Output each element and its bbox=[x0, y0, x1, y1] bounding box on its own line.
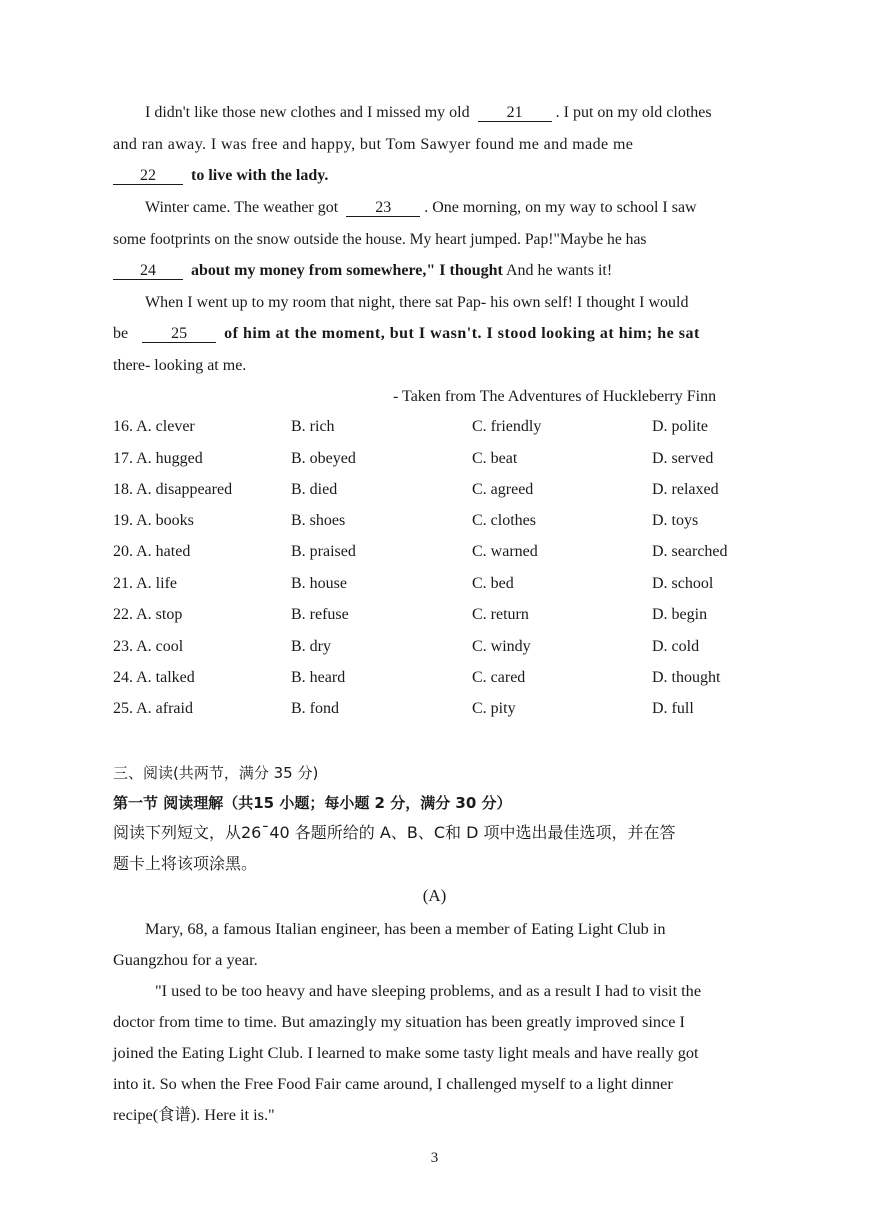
passage-line: into it. So when the Free Food Fair came around, I challenged myself to a light dinner bbox=[113, 1074, 673, 1093]
page-number: 3 bbox=[430, 1150, 439, 1166]
option-a: 16. A. clever bbox=[113, 418, 195, 435]
cloze-line-3 bbox=[113, 166, 778, 186]
passage-line: doctor from time to time. But amazingly my situation has been greatly improved since I bbox=[113, 1012, 685, 1031]
option-b: B. died bbox=[291, 481, 338, 498]
cloze-line-1 bbox=[145, 103, 810, 123]
option-a: 22. A. stop bbox=[113, 606, 183, 623]
option-row-17 bbox=[113, 450, 793, 472]
cloze-line-5: some footprints on the snow outside the house. My heart jumped. Pap!"Maybe he has bbox=[113, 231, 647, 248]
section-instruction: 题卡上将该项涂黑。 bbox=[113, 854, 258, 873]
option-c: C. clothes bbox=[472, 512, 536, 529]
cloze-text: . I put on my old clothes bbox=[555, 104, 712, 121]
cloze-text: Winter came. The weather got bbox=[145, 199, 339, 216]
option-c: C. bed bbox=[472, 575, 514, 592]
option-b: B. rich bbox=[291, 418, 335, 435]
blank-25: 25 bbox=[142, 325, 216, 343]
passage-line: Guangzhou for a year. bbox=[113, 950, 258, 969]
option-b: B. shoes bbox=[291, 512, 346, 529]
passage-line: recipe(食谱). Here it is." bbox=[113, 1105, 275, 1124]
option-c: C. cared bbox=[472, 669, 526, 686]
blank-22: 22 bbox=[113, 167, 183, 185]
option-c: C. friendly bbox=[472, 418, 542, 435]
option-d: D. begin bbox=[652, 606, 708, 623]
option-a: 19. A. books bbox=[113, 512, 194, 529]
option-b: B. heard bbox=[291, 669, 346, 686]
option-a: 18. A. disappeared bbox=[113, 481, 233, 498]
cloze-text: about my money from somewhere," I thought bbox=[191, 262, 503, 279]
option-b: B. obeyed bbox=[291, 450, 356, 467]
option-row-22 bbox=[113, 606, 793, 628]
option-d: D. polite bbox=[652, 418, 708, 435]
option-d: D. relaxed bbox=[652, 481, 719, 498]
cloze-line-8 bbox=[113, 324, 778, 344]
cloze-line-2: and ran away. I was free and happy, but Tom Sawyer found me and made me bbox=[113, 136, 634, 153]
option-c: C. beat bbox=[472, 450, 518, 467]
option-row-16 bbox=[113, 418, 793, 440]
option-d: D. cold bbox=[652, 638, 700, 655]
option-b: B. dry bbox=[291, 638, 331, 655]
cloze-text: . One morning, on my way to school I saw bbox=[424, 199, 697, 216]
cloze-text: to live with the lady. bbox=[191, 167, 329, 184]
option-c: C. warned bbox=[472, 543, 538, 560]
option-c: C. pity bbox=[472, 700, 516, 717]
option-d: D. searched bbox=[652, 543, 728, 560]
option-d: D. served bbox=[652, 450, 714, 467]
option-a: 20. A. hated bbox=[113, 543, 191, 560]
blank-24: 24 bbox=[113, 262, 183, 280]
option-c: C. windy bbox=[472, 638, 531, 655]
option-a: 17. A. hugged bbox=[113, 450, 203, 467]
option-row-19 bbox=[113, 512, 793, 534]
option-row-18 bbox=[113, 481, 793, 503]
passage-source: - Taken from The Adventures of Huckleberry Finn bbox=[393, 388, 717, 405]
cloze-text: And he wants it! bbox=[505, 262, 613, 279]
cloze-line-7: When I went up to my room that night, there sat Pap- his own self! I thought I would bbox=[145, 294, 689, 311]
passage-line: "I used to be too heavy and have sleeping problems, and as a result I had to visit the bbox=[155, 981, 702, 1000]
section-instruction: 阅读下列短文，从26¯40 各题所给的 A、B、C和 D 项中选出最佳选项，并在答 bbox=[113, 823, 676, 842]
option-row-20 bbox=[113, 543, 793, 565]
cloze-text: of him at the moment, but I wasn't. I stood looking at him; he sat bbox=[224, 325, 700, 342]
blank-21: 21 bbox=[478, 104, 552, 122]
option-a: 25. A. afraid bbox=[113, 700, 193, 717]
cloze-line-9: there- looking at me. bbox=[113, 357, 247, 374]
cloze-text: I didn't like those new clothes and I missed my old bbox=[145, 104, 470, 121]
option-a: 23. A. cool bbox=[113, 638, 184, 655]
option-b: B. house bbox=[291, 575, 347, 592]
option-d: D. toys bbox=[652, 512, 699, 529]
option-d: D. full bbox=[652, 700, 694, 717]
cloze-line-6 bbox=[113, 261, 778, 281]
blank-23: 23 bbox=[346, 199, 420, 217]
option-a: 21. A. life bbox=[113, 575, 177, 592]
option-row-23 bbox=[113, 638, 793, 660]
cloze-line-4 bbox=[145, 198, 810, 218]
passage-label: (A) bbox=[422, 886, 447, 905]
option-row-21 bbox=[113, 575, 793, 597]
section-subtitle: 第一节 阅读理解（共15 小题；每小题 2 分，满分 30 分） bbox=[113, 794, 512, 812]
option-d: D. thought bbox=[652, 669, 721, 686]
option-row-24 bbox=[113, 669, 793, 691]
option-row-25 bbox=[113, 700, 793, 722]
option-c: C. agreed bbox=[472, 481, 534, 498]
option-c: C. return bbox=[472, 606, 529, 623]
section-title: 三、阅读(共两节，满分 35 分) bbox=[113, 764, 319, 782]
option-b: B. praised bbox=[291, 543, 356, 560]
option-b: B. refuse bbox=[291, 606, 349, 623]
cloze-text: be bbox=[113, 325, 129, 342]
passage-line: joined the Eating Light Club. I learned to make some tasty light meals and have really got bbox=[113, 1043, 699, 1062]
option-d: D. school bbox=[652, 575, 714, 592]
passage-line: Mary, 68, a famous Italian engineer, has been a member of Eating Light Club in bbox=[145, 919, 666, 938]
option-b: B. fond bbox=[291, 700, 339, 717]
option-a: 24. A. talked bbox=[113, 669, 195, 686]
